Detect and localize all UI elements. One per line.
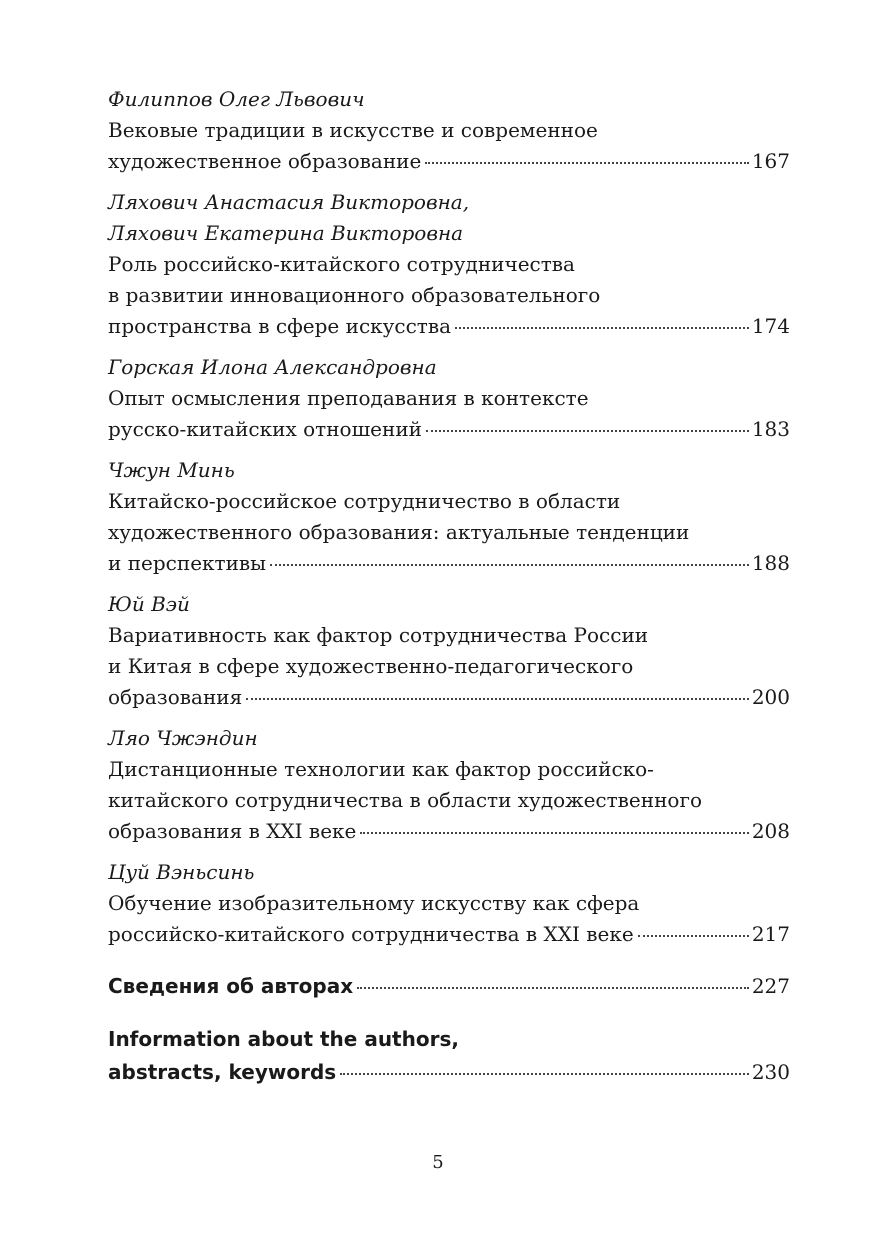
dot-leader bbox=[455, 326, 749, 329]
entry-title-line: Дистанционные технологии как фактор российско- bbox=[108, 757, 654, 781]
toc-leader-line bbox=[108, 919, 790, 950]
entry-page-number: 174 bbox=[751, 314, 790, 338]
entry-author: Чжун Минь bbox=[108, 458, 235, 482]
entry-author: Горская Илона Александровна bbox=[108, 355, 437, 379]
toc-leader-line bbox=[108, 816, 790, 847]
dot-leader bbox=[270, 563, 749, 566]
toc-leader-line bbox=[108, 311, 790, 342]
toc-entry bbox=[108, 589, 790, 713]
entry-page-number: 208 bbox=[751, 819, 790, 843]
toc-entry bbox=[108, 84, 790, 177]
toc-entry bbox=[108, 723, 790, 847]
entry-title-last-line: пространства в сфере искусства bbox=[108, 314, 452, 338]
dot-leader bbox=[638, 934, 749, 937]
entry-page-number: 200 bbox=[751, 685, 790, 709]
toc-leader-line bbox=[108, 682, 790, 713]
entry-title-last-line: российско-китайского сотрудничества в XXI веке bbox=[108, 922, 634, 946]
page-number: 5 bbox=[432, 1152, 444, 1173]
toc-entry bbox=[108, 187, 790, 342]
entry-title-last-line: русско-китайских отношений bbox=[108, 417, 422, 441]
section-title: Сведения об авторах bbox=[108, 974, 354, 998]
table-of-contents bbox=[108, 84, 790, 1089]
toc-entry bbox=[108, 352, 790, 445]
toc-section bbox=[108, 1023, 790, 1089]
entry-page-number: 217 bbox=[751, 922, 790, 946]
entry-title-last-line: и перспективы bbox=[108, 551, 267, 575]
entry-title-last-line: образования bbox=[108, 685, 243, 709]
entry-author: Цуй Вэньсинь bbox=[108, 860, 255, 884]
toc-leader-line bbox=[108, 414, 790, 445]
entry-title-line: и Китая в сфере художественно-педагогического bbox=[108, 654, 634, 678]
dot-leader bbox=[426, 429, 749, 432]
entry-author: Ляхович Анастасия Викторовна, bbox=[108, 190, 470, 214]
dot-leader bbox=[425, 161, 748, 164]
entry-title-line: Роль российско-китайского сотрудничества bbox=[108, 252, 575, 276]
toc-leader-line bbox=[108, 146, 790, 177]
section-title: abstracts, keywords bbox=[108, 1060, 337, 1084]
toc-leader-line bbox=[108, 548, 790, 579]
section-page-number: 230 bbox=[751, 1060, 790, 1084]
entry-title-line: Китайско-российское сотрудничество в области bbox=[108, 489, 621, 513]
entry-author: Ляхович Екатерина Викторовна bbox=[108, 221, 464, 245]
toc-leader-line bbox=[108, 1056, 790, 1089]
entry-title-line: Обучение изобразительному искусству как сфера bbox=[108, 891, 640, 915]
entry-title-line: Опыт осмысления преподавания в контексте bbox=[108, 386, 589, 410]
toc-entry bbox=[108, 455, 790, 579]
entry-page-number: 167 bbox=[751, 149, 790, 173]
dot-leader bbox=[246, 697, 749, 700]
entry-title-line: Вариативность как фактор сотрудничества России bbox=[108, 623, 649, 647]
entry-title-last-line: образования в XXI веке bbox=[108, 819, 357, 843]
entry-title-last-line: художественное образование bbox=[108, 149, 422, 173]
entry-title-line: Вековые традиции в искусстве и современное bbox=[108, 118, 598, 142]
section-page-number: 227 bbox=[751, 974, 790, 998]
entry-page-number: 183 bbox=[751, 417, 790, 441]
toc-section bbox=[108, 970, 790, 1003]
dot-leader bbox=[357, 986, 749, 989]
toc-entry bbox=[108, 857, 790, 950]
dot-leader bbox=[340, 1072, 749, 1075]
entry-author: Ляо Чжэндин bbox=[108, 726, 258, 750]
entry-page-number: 188 bbox=[751, 551, 790, 575]
toc-leader-line bbox=[108, 970, 790, 1003]
entry-author: Филиппов Олег Львович bbox=[108, 87, 365, 111]
section-title-line: Information about the authors, bbox=[108, 1027, 459, 1051]
entry-title-line: китайского сотрудничества в области художественного bbox=[108, 788, 702, 812]
entry-title-line: художественного образования: актуальные тенденции bbox=[108, 520, 690, 544]
entry-author: Юй Вэй bbox=[108, 592, 190, 616]
dot-leader bbox=[360, 831, 748, 834]
entry-title-line: в развитии инновационного образовательного bbox=[108, 283, 601, 307]
